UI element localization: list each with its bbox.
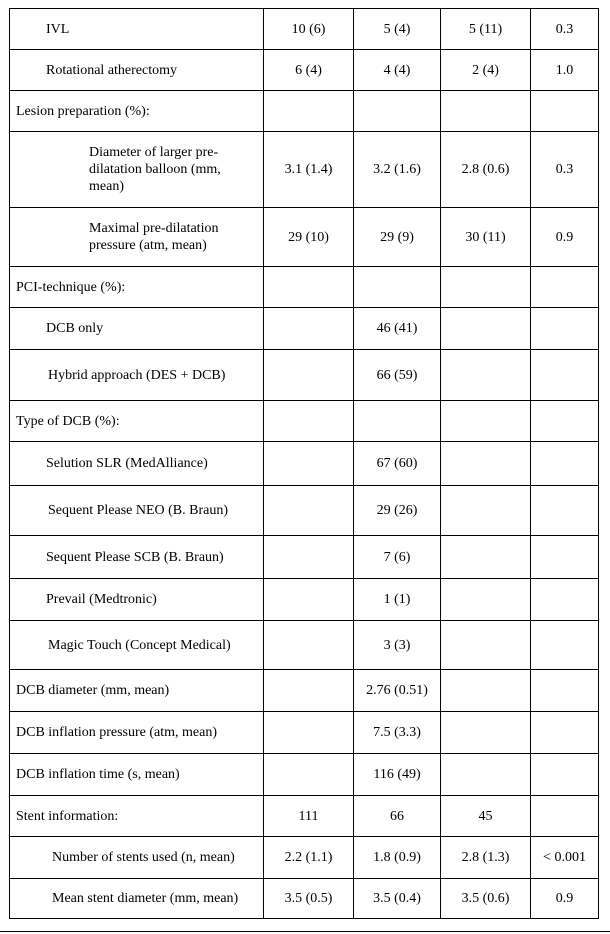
row-label: Mean stent diameter (mm, mean) xyxy=(10,879,264,919)
dcb-group-cell: 3.5 (0.4) xyxy=(354,879,441,919)
total-cell: 2.2 (1.1) xyxy=(264,837,354,879)
p-value-cell xyxy=(531,536,599,579)
p-value-cell xyxy=(531,401,599,442)
table-row xyxy=(10,536,599,579)
dcb-group-cell: 2.76 (0.51) xyxy=(354,670,441,712)
row-label: Prevail (Medtronic) xyxy=(10,579,264,621)
table-body xyxy=(10,9,599,919)
total-cell xyxy=(264,754,354,796)
p-value-cell xyxy=(531,267,599,308)
des-group-cell: 2.8 (1.3) xyxy=(441,837,531,879)
total-cell xyxy=(264,350,354,401)
total-cell: 29 (10) xyxy=(264,208,354,267)
table-row xyxy=(10,9,599,50)
dcb-group-cell: 3 (3) xyxy=(354,621,441,670)
dcb-group-cell: 7 (6) xyxy=(354,536,441,579)
dcb-group-cell: 116 (49) xyxy=(354,754,441,796)
table-row xyxy=(10,796,599,837)
row-label: DCB only xyxy=(10,308,264,350)
dcb-group-cell: 66 (59) xyxy=(354,350,441,401)
row-label: Type of DCB (%): xyxy=(10,401,264,442)
total-cell xyxy=(264,442,354,486)
des-group-cell xyxy=(441,350,531,401)
row-label: DCB inflation time (s, mean) xyxy=(10,754,264,796)
row-label: Sequent Please NEO (B. Braun) xyxy=(10,486,264,536)
table-row xyxy=(10,579,599,621)
des-group-cell xyxy=(441,536,531,579)
dcb-group-cell: 29 (9) xyxy=(354,208,441,267)
row-label: Rotational atherectomy xyxy=(10,50,264,91)
p-value-cell xyxy=(531,712,599,754)
table-row xyxy=(10,621,599,670)
p-value-cell: 0.9 xyxy=(531,208,599,267)
p-value-cell xyxy=(531,442,599,486)
p-value-cell xyxy=(531,670,599,712)
p-value-cell xyxy=(531,754,599,796)
row-label: Diameter of larger pre-dilatation balloon (mm, mean) xyxy=(10,132,264,208)
p-value-cell: 0.3 xyxy=(531,132,599,208)
table-row xyxy=(10,350,599,401)
table-row xyxy=(10,670,599,712)
table-row xyxy=(10,267,599,308)
total-cell: 111 xyxy=(264,796,354,837)
baseline-procedural-table xyxy=(9,8,599,919)
p-value-cell xyxy=(531,486,599,536)
row-label: Selution SLR (MedAlliance) xyxy=(10,442,264,486)
des-group-cell: 3.5 (0.6) xyxy=(441,879,531,919)
row-label: Hybrid approach (DES + DCB) xyxy=(10,350,264,401)
des-group-cell xyxy=(441,308,531,350)
dcb-group-cell xyxy=(354,401,441,442)
table-row xyxy=(10,50,599,91)
total-cell xyxy=(264,91,354,132)
dcb-group-cell: 66 xyxy=(354,796,441,837)
p-value-cell xyxy=(531,308,599,350)
dcb-group-cell: 7.5 (3.3) xyxy=(354,712,441,754)
total-cell xyxy=(264,267,354,308)
table-row xyxy=(10,486,599,536)
row-label: Number of stents used (n, mean) xyxy=(10,837,264,879)
des-group-cell: 45 xyxy=(441,796,531,837)
dcb-group-cell: 3.2 (1.6) xyxy=(354,132,441,208)
row-label: Magic Touch (Concept Medical) xyxy=(10,621,264,670)
table-row xyxy=(10,308,599,350)
dcb-group-cell: 4 (4) xyxy=(354,50,441,91)
row-label: Sequent Please SCB (B. Braun) xyxy=(10,536,264,579)
des-group-cell xyxy=(441,267,531,308)
table-row xyxy=(10,837,599,879)
p-value-cell xyxy=(531,350,599,401)
table-row xyxy=(10,754,599,796)
row-label: Stent information: xyxy=(10,796,264,837)
total-cell xyxy=(264,670,354,712)
des-group-cell xyxy=(441,91,531,132)
dcb-group-cell: 46 (41) xyxy=(354,308,441,350)
des-group-cell xyxy=(441,754,531,796)
des-group-cell xyxy=(441,442,531,486)
total-cell xyxy=(264,308,354,350)
dcb-group-cell: 67 (60) xyxy=(354,442,441,486)
total-cell: 3.1 (1.4) xyxy=(264,132,354,208)
p-value-cell: < 0.001 xyxy=(531,837,599,879)
des-group-cell xyxy=(441,486,531,536)
dcb-group-cell xyxy=(354,91,441,132)
row-label: DCB diameter (mm, mean) xyxy=(10,670,264,712)
total-cell: 10 (6) xyxy=(264,9,354,50)
dcb-group-cell: 1.8 (0.9) xyxy=(354,837,441,879)
total-cell xyxy=(264,579,354,621)
total-cell xyxy=(264,486,354,536)
total-cell: 3.5 (0.5) xyxy=(264,879,354,919)
des-group-cell xyxy=(441,579,531,621)
dcb-group-cell: 29 (26) xyxy=(354,486,441,536)
table-row xyxy=(10,712,599,754)
des-group-cell: 2 (4) xyxy=(441,50,531,91)
row-label: IVL xyxy=(10,9,264,50)
des-group-cell xyxy=(441,670,531,712)
table-row xyxy=(10,401,599,442)
p-value-cell: 0.3 xyxy=(531,9,599,50)
table-row xyxy=(10,442,599,486)
des-group-cell: 5 (11) xyxy=(441,9,531,50)
p-value-cell xyxy=(531,579,599,621)
des-group-cell: 2.8 (0.6) xyxy=(441,132,531,208)
row-label: DCB inflation pressure (atm, mean) xyxy=(10,712,264,754)
p-value-cell xyxy=(531,796,599,837)
p-value-cell: 1.0 xyxy=(531,50,599,91)
des-group-cell xyxy=(441,621,531,670)
p-value-cell: 0.9 xyxy=(531,879,599,919)
table-row xyxy=(10,208,599,267)
total-cell xyxy=(264,712,354,754)
dcb-group-cell: 5 (4) xyxy=(354,9,441,50)
total-cell xyxy=(264,401,354,442)
table-row xyxy=(10,879,599,919)
des-group-cell: 30 (11) xyxy=(441,208,531,267)
row-label: Maximal pre-dilatation pressure (atm, mean) xyxy=(10,208,264,267)
row-label: PCI-technique (%): xyxy=(10,267,264,308)
p-value-cell xyxy=(531,91,599,132)
total-cell: 6 (4) xyxy=(264,50,354,91)
dcb-group-cell: 1 (1) xyxy=(354,579,441,621)
table-row xyxy=(10,132,599,208)
total-cell xyxy=(264,536,354,579)
des-group-cell xyxy=(441,712,531,754)
table-row xyxy=(10,91,599,132)
row-label: Lesion preparation (%): xyxy=(10,91,264,132)
dcb-group-cell xyxy=(354,267,441,308)
des-group-cell xyxy=(441,401,531,442)
p-value-cell xyxy=(531,621,599,670)
bottom-divider xyxy=(0,931,610,932)
total-cell xyxy=(264,621,354,670)
